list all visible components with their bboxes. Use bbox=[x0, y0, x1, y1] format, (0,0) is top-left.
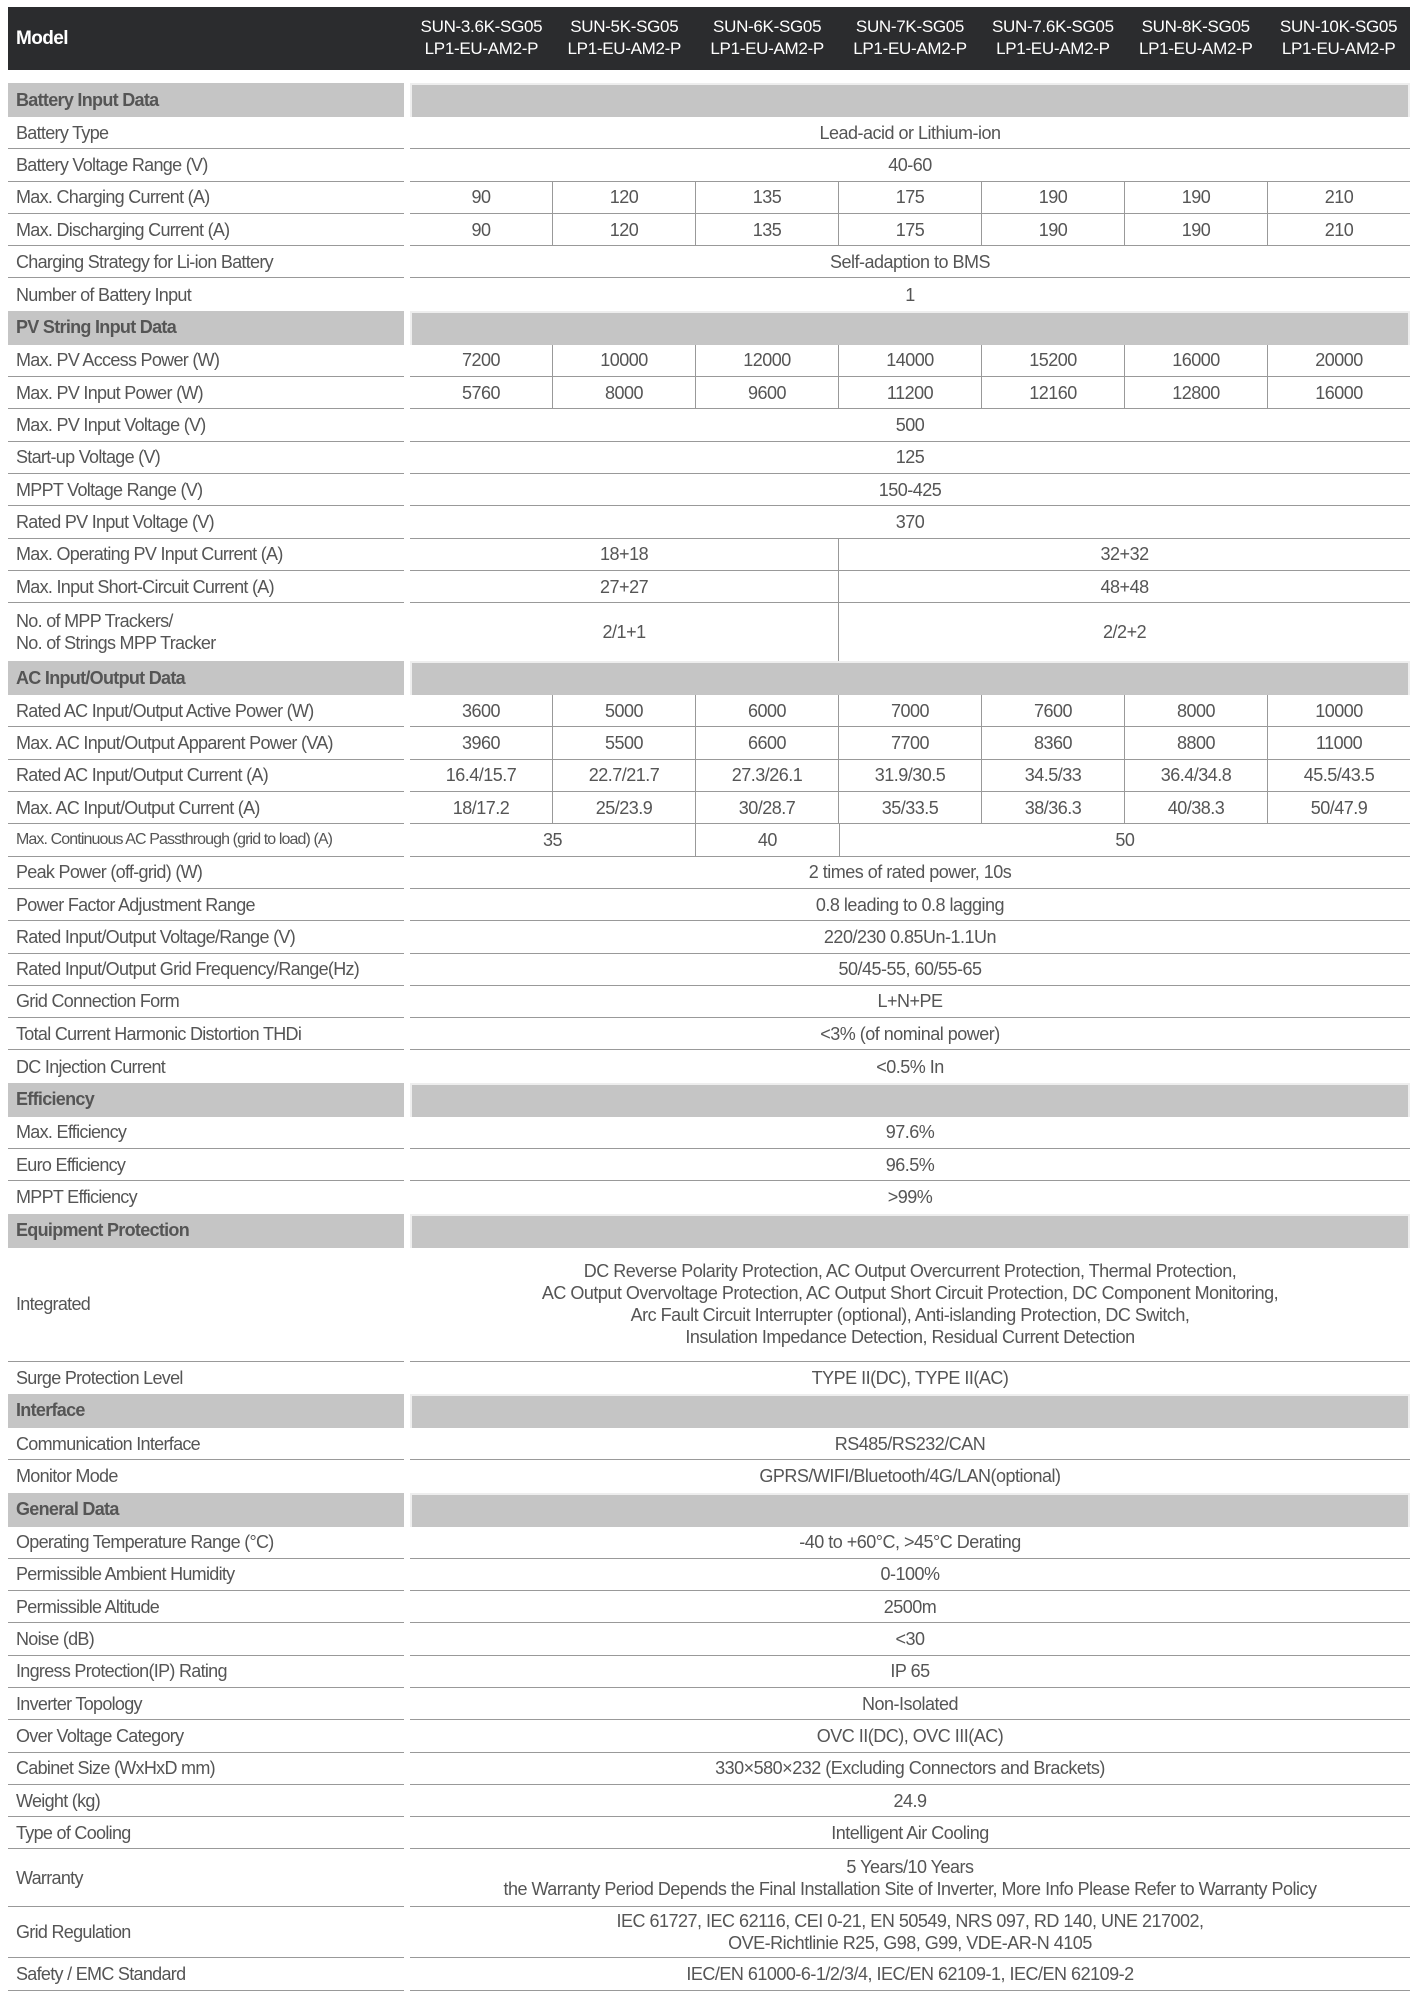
row-values bbox=[410, 1050, 1410, 1082]
value-cell: 210 bbox=[1267, 214, 1410, 245]
section-header bbox=[8, 661, 1410, 695]
value-cell: 50/45-55, 60/55-65 bbox=[838, 959, 982, 980]
row-label: Max. PV Input Voltage (V) bbox=[8, 409, 404, 441]
value-cell: 210 bbox=[1267, 182, 1410, 213]
row-values bbox=[410, 1362, 1410, 1394]
row-values bbox=[410, 474, 1410, 506]
row-label: Safety / EMC Standard bbox=[8, 1958, 404, 1990]
table-row bbox=[8, 1958, 1410, 1990]
value-cell: 135 bbox=[695, 214, 838, 245]
value-cell: 27+27 bbox=[600, 576, 649, 597]
value-cell: 20000 bbox=[1267, 345, 1410, 376]
value-cell: 7700 bbox=[838, 727, 981, 758]
table-row bbox=[8, 506, 1410, 538]
row-values bbox=[410, 1958, 1410, 1990]
value-cell: 2 times of rated power, 10s bbox=[808, 862, 1012, 883]
value-cell: 12800 bbox=[1124, 377, 1267, 408]
section-title: PV String Input Data bbox=[8, 311, 404, 345]
value-cell: 30/28.7 bbox=[695, 792, 838, 823]
row-values bbox=[410, 857, 1410, 889]
value-cell: 11000 bbox=[1267, 727, 1410, 758]
section-header-fill bbox=[410, 661, 1410, 695]
row-label: Operating Temperature Range (°C) bbox=[8, 1527, 404, 1559]
table-row bbox=[8, 1753, 1410, 1785]
section-header bbox=[8, 311, 1410, 345]
section-header-fill bbox=[410, 1214, 1410, 1248]
table-row bbox=[8, 1362, 1410, 1394]
row-values bbox=[410, 1018, 1410, 1050]
value-cell: 24.9 bbox=[893, 1790, 927, 1811]
row-values bbox=[410, 1720, 1410, 1752]
value-cell: 8000 bbox=[1124, 695, 1267, 726]
value-cell: 96.5% bbox=[885, 1154, 935, 1175]
value-cell: 40/38.3 bbox=[1124, 792, 1267, 823]
table-row bbox=[8, 1149, 1410, 1181]
table-row bbox=[8, 857, 1410, 889]
table-row bbox=[8, 1907, 1410, 1958]
row-values bbox=[410, 149, 1410, 181]
value-cell: 97.6% bbox=[885, 1122, 935, 1143]
value-cell: 500 bbox=[895, 415, 925, 436]
row-label: Max. Discharging Current (A) bbox=[8, 214, 404, 246]
table-row bbox=[8, 727, 1410, 759]
table-row bbox=[8, 1018, 1410, 1050]
row-values bbox=[410, 377, 1410, 409]
value-cell: 330×580×232 (Excluding Connectors and Brackets) bbox=[715, 1758, 1105, 1779]
row-values bbox=[410, 539, 1410, 571]
section-title: AC Input/Output Data bbox=[8, 661, 404, 695]
row-label: Rated Input/Output Voltage/Range (V) bbox=[8, 921, 404, 953]
value-cell: 16000 bbox=[1267, 377, 1410, 408]
row-values bbox=[410, 824, 1410, 856]
row-label: Warranty bbox=[8, 1849, 404, 1907]
row-label: Surge Protection Level bbox=[16, 1367, 183, 1388]
value-cell: 7000 bbox=[838, 695, 981, 726]
row-values bbox=[410, 409, 1410, 441]
row-label: Max. Charging Current (A) bbox=[8, 182, 404, 214]
row-values bbox=[410, 986, 1410, 1018]
value-cell: 175 bbox=[838, 214, 981, 245]
value-cell: 150-425 bbox=[878, 479, 942, 500]
table-row bbox=[8, 474, 1410, 506]
value-cell: 14000 bbox=[838, 345, 981, 376]
table-row bbox=[8, 1785, 1410, 1817]
section-header-fill bbox=[410, 1394, 1410, 1428]
section-gap bbox=[8, 70, 1410, 83]
value-cell: GPRS/WIFI/Bluetooth/4G/LAN(optional) bbox=[759, 1466, 1061, 1487]
row-values bbox=[410, 1623, 1410, 1655]
model-name-3: SUN-6K-SG05 LP1-EU-AM2-P bbox=[710, 17, 824, 58]
table-row bbox=[8, 182, 1410, 214]
row-label: Max. Input Short-Circuit Current (A) bbox=[8, 571, 404, 603]
row-label: Cabinet Size (WxHxD mm) bbox=[8, 1753, 404, 1785]
section-title: Interface bbox=[8, 1394, 404, 1428]
value-cell: 40 bbox=[695, 824, 839, 855]
value-cell: 6000 bbox=[695, 695, 838, 726]
table-row bbox=[8, 1181, 1410, 1213]
row-values bbox=[410, 792, 1410, 824]
value-cell: 48+48 bbox=[838, 571, 1410, 602]
table-row bbox=[8, 1688, 1410, 1720]
row-values bbox=[410, 571, 1410, 603]
value-cell: Lead-acid or Lithium-ion bbox=[819, 122, 1001, 143]
value-cell: OVC II(DC), OVC III(AC) bbox=[816, 1725, 1004, 1746]
value-cell: 35 bbox=[543, 829, 563, 850]
section-title: General Data bbox=[8, 1493, 404, 1527]
row-label: Start-up Voltage (V) bbox=[8, 442, 404, 474]
model-name-4: SUN-7K-SG05 LP1-EU-AM2-P bbox=[853, 17, 967, 58]
row-values bbox=[410, 1149, 1410, 1181]
row-label: Communication Interface bbox=[8, 1428, 404, 1460]
section-header bbox=[8, 1394, 1410, 1428]
row-label: Total Current Harmonic Distortion THDi bbox=[8, 1018, 404, 1050]
value-cell: 135 bbox=[695, 182, 838, 213]
row-values bbox=[410, 1559, 1410, 1591]
row-values bbox=[410, 921, 1410, 953]
table-row bbox=[8, 1817, 1410, 1849]
table-row bbox=[8, 1117, 1410, 1149]
value-cell: 190 bbox=[1124, 214, 1267, 245]
value-cell: 2500m bbox=[883, 1596, 937, 1617]
table-row bbox=[8, 921, 1410, 953]
value-cell: 175 bbox=[838, 182, 981, 213]
value-cell: 38/36.3 bbox=[981, 792, 1124, 823]
table-body bbox=[8, 70, 1410, 1991]
table-row bbox=[8, 1428, 1410, 1460]
row-label: Power Factor Adjustment Range bbox=[8, 889, 404, 921]
row-values bbox=[410, 1460, 1410, 1492]
value-cell: 8800 bbox=[1124, 727, 1267, 758]
row-label: Rated PV Input Voltage (V) bbox=[8, 506, 404, 538]
value-cell: 50/47.9 bbox=[1267, 792, 1410, 823]
table-row bbox=[8, 117, 1410, 149]
row-label: MPPT Voltage Range (V) bbox=[8, 474, 404, 506]
value-cell: <30 bbox=[895, 1629, 925, 1650]
row-label: Permissible Altitude bbox=[8, 1591, 404, 1623]
row-label: Rated AC Input/Output Active Power (W) bbox=[8, 695, 404, 727]
value-cell: 12160 bbox=[981, 377, 1124, 408]
value-cell: 18+18 bbox=[600, 544, 649, 565]
table-row bbox=[8, 792, 1410, 824]
table-row bbox=[8, 1849, 1410, 1907]
value-cell: 8000 bbox=[552, 377, 695, 408]
value-cell: 1 bbox=[905, 284, 915, 305]
section-header-fill bbox=[410, 1083, 1410, 1117]
table-row bbox=[8, 889, 1410, 921]
table-row bbox=[8, 1623, 1410, 1655]
table-row bbox=[8, 1248, 1410, 1362]
spec-table bbox=[8, 7, 1410, 1991]
row-values bbox=[410, 117, 1410, 149]
row-values bbox=[410, 506, 1410, 538]
row-values bbox=[410, 442, 1410, 474]
value-cell: 36.4/34.8 bbox=[1124, 760, 1267, 791]
row-label: Battery Voltage Range (V) bbox=[8, 149, 404, 181]
section-header-fill bbox=[410, 311, 1410, 345]
table-row bbox=[8, 1050, 1410, 1082]
row-label: Number of Battery Input bbox=[16, 284, 191, 305]
table-row bbox=[8, 603, 1410, 661]
model-name-2: SUN-5K-SG05 LP1-EU-AM2-P bbox=[567, 17, 682, 58]
model-name-5: SUN-7.6K-SG05 LP1-EU-AM2-P bbox=[991, 17, 1114, 58]
table-row bbox=[8, 246, 1410, 278]
table-row bbox=[8, 695, 1410, 727]
row-values bbox=[410, 889, 1410, 921]
value-cell: RS485/RS232/CAN bbox=[834, 1433, 986, 1454]
table-row bbox=[8, 1527, 1410, 1559]
value-cell: 5000 bbox=[552, 695, 695, 726]
row-label: Ingress Protection(IP) Rating bbox=[8, 1656, 404, 1688]
table-row bbox=[8, 345, 1410, 377]
row-label: Integrated bbox=[8, 1248, 404, 1362]
value-cell: 3960 bbox=[461, 733, 501, 754]
section-header bbox=[8, 83, 1410, 117]
value-cell: 10000 bbox=[552, 345, 695, 376]
table-row bbox=[8, 214, 1410, 246]
row-label: Monitor Mode bbox=[16, 1466, 118, 1487]
table-row bbox=[8, 760, 1410, 792]
row-label: Inverter Topology bbox=[8, 1688, 404, 1720]
value-cell: 11200 bbox=[838, 377, 981, 408]
value-cell: 22.7/21.7 bbox=[552, 760, 695, 791]
row-label: Rated AC Input/Output Current (A) bbox=[8, 760, 404, 792]
value-cell: 5760 bbox=[461, 382, 501, 403]
value-cell: <3% (of nominal power) bbox=[820, 1023, 1000, 1044]
value-cell: 3600 bbox=[461, 700, 501, 721]
value-cell: 45.5/43.5 bbox=[1267, 760, 1410, 791]
value-cell: TYPE II(DC), TYPE II(AC) bbox=[811, 1367, 1009, 1388]
value-cell: 6600 bbox=[695, 727, 838, 758]
row-label: Charging Strategy for Li-ion Battery bbox=[8, 246, 404, 278]
value-cell: 370 bbox=[895, 511, 925, 532]
row-label: Euro Efficiency bbox=[8, 1149, 404, 1181]
value-cell: 32+32 bbox=[838, 539, 1410, 570]
row-values bbox=[410, 1428, 1410, 1460]
value-cell: 31.9/30.5 bbox=[838, 760, 981, 791]
row-label: Max. Operating PV Input Current (A) bbox=[8, 539, 404, 571]
value-cell: 7600 bbox=[981, 695, 1124, 726]
row-values bbox=[410, 1849, 1410, 1907]
value-cell: 5500 bbox=[552, 727, 695, 758]
section-title: Equipment Protection bbox=[8, 1214, 404, 1248]
row-values bbox=[410, 603, 1410, 661]
section-title: Efficiency bbox=[8, 1083, 404, 1117]
row-label: Type of Cooling bbox=[8, 1817, 404, 1849]
table-row bbox=[8, 571, 1410, 603]
value-cell: 10000 bbox=[1267, 695, 1410, 726]
row-label: Max. AC Input/Output Current (A) bbox=[8, 792, 404, 824]
value-cell: 125 bbox=[895, 447, 925, 468]
value-cell: 8360 bbox=[981, 727, 1124, 758]
value-cell: 120 bbox=[552, 182, 695, 213]
table-row bbox=[8, 1559, 1410, 1591]
table-row bbox=[8, 278, 1410, 310]
value-cell: 16000 bbox=[1124, 345, 1267, 376]
row-label: DC Injection Current bbox=[16, 1056, 166, 1077]
value-cell: 50 bbox=[839, 824, 1410, 855]
row-values bbox=[410, 1591, 1410, 1623]
value-cell: 9600 bbox=[695, 377, 838, 408]
value-cell: 2/2+2 bbox=[838, 603, 1410, 661]
row-values bbox=[410, 954, 1410, 986]
row-values bbox=[410, 1656, 1410, 1688]
value-cell: 35/33.5 bbox=[838, 792, 981, 823]
section-header bbox=[8, 1493, 1410, 1527]
value-cell: 190 bbox=[981, 214, 1124, 245]
table-row bbox=[8, 986, 1410, 1018]
table-row bbox=[8, 539, 1410, 571]
row-label: Max. AC Input/Output Apparent Power (VA) bbox=[8, 727, 404, 759]
row-values bbox=[410, 1248, 1410, 1362]
value-cell: >99% bbox=[887, 1187, 933, 1208]
value-cell: <0.5% In bbox=[876, 1056, 944, 1077]
value-cell: 27.3/26.1 bbox=[695, 760, 838, 791]
table-row bbox=[8, 442, 1410, 474]
value-cell: Self-adaption to BMS bbox=[829, 251, 991, 272]
row-label: MPPT Efficiency bbox=[16, 1187, 137, 1208]
value-cell: 40-60 bbox=[888, 154, 932, 175]
row-label: Noise (dB) bbox=[8, 1623, 404, 1655]
value-cell: IEC 61727, IEC 62116, CEI 0-21, EN 50549, NRS 097, RD 140, UNE 217002, OVE-Richtlinie R25, G98, G99, VDE-AR-N 4105 bbox=[616, 1911, 1204, 1954]
value-cell: Non-Isolated bbox=[861, 1693, 959, 1714]
value-cell: 15200 bbox=[981, 345, 1124, 376]
table-row bbox=[8, 1591, 1410, 1623]
model-columns bbox=[410, 7, 1410, 70]
row-values bbox=[410, 1181, 1410, 1213]
value-cell: 2/1+1 bbox=[602, 622, 646, 643]
row-label: Rated Input/Output Grid Frequency/Range(Hz) bbox=[8, 954, 404, 986]
row-values bbox=[410, 727, 1410, 759]
row-label: Grid Connection Form bbox=[8, 986, 404, 1018]
value-cell: 190 bbox=[1124, 182, 1267, 213]
row-values bbox=[410, 1688, 1410, 1720]
row-label: Max. PV Access Power (W) bbox=[8, 345, 404, 377]
value-cell: -40 to +60°C, >45°C Derating bbox=[799, 1532, 1021, 1553]
model-name-1: SUN-3.6K-SG05 LP1-EU-AM2-P bbox=[420, 17, 543, 58]
row-values bbox=[410, 278, 1410, 310]
value-cell: 120 bbox=[552, 214, 695, 245]
table-row bbox=[8, 1656, 1410, 1688]
value-cell: 220/230 0.85Un-1.1Un bbox=[823, 926, 997, 947]
row-values bbox=[410, 760, 1410, 792]
value-cell: 34.5/33 bbox=[981, 760, 1124, 791]
value-cell: Intelligent Air Cooling bbox=[831, 1822, 989, 1843]
row-label: Permissible Ambient Humidity bbox=[8, 1559, 404, 1591]
value-cell: DC Reverse Polarity Protection, AC Output Overcurrent Protection, Thermal Protection, AC Output Overvoltage Protection, AC Output Short Circuit Protection, DC Component Monitoring, Arc Fault Circuit Interrupter (optional), Anti-islanding Protection, DC Switch, Insulation Impedance Detection, Residual Current Detection bbox=[541, 1261, 1279, 1348]
row-label: Weight (kg) bbox=[8, 1785, 404, 1817]
row-values bbox=[410, 1117, 1410, 1149]
value-cell: IEC/EN 61000-6-1/2/3/4, IEC/EN 62109-1, IEC/EN 62109-2 bbox=[686, 1964, 1134, 1985]
row-label: No. of MPP Trackers/ No. of Strings MPP Tracker bbox=[16, 611, 216, 654]
value-cell: IP 65 bbox=[890, 1661, 930, 1682]
value-cell: 190 bbox=[981, 182, 1124, 213]
row-values bbox=[410, 1753, 1410, 1785]
value-cell: 5 Years/10 Years the Warranty Period Depends the Final Installation Site of Inverter, More Info Please Refer to Warranty Policy bbox=[503, 1856, 1317, 1899]
row-values bbox=[410, 345, 1410, 377]
row-label: Grid Regulation bbox=[8, 1907, 404, 1958]
value-cell: 12000 bbox=[695, 345, 838, 376]
model-name-6: SUN-8K-SG05 LP1-EU-AM2-P bbox=[1138, 17, 1253, 58]
row-values bbox=[410, 695, 1410, 727]
value-cell: 90 bbox=[471, 219, 491, 240]
row-values bbox=[410, 1527, 1410, 1559]
row-values bbox=[410, 1785, 1410, 1817]
value-cell: 16.4/15.7 bbox=[445, 765, 517, 786]
table-row bbox=[8, 1460, 1410, 1492]
table-row bbox=[8, 954, 1410, 986]
table-row bbox=[8, 409, 1410, 441]
row-values bbox=[410, 1907, 1410, 1958]
section-header bbox=[8, 1214, 1410, 1248]
row-label: Over Voltage Category bbox=[8, 1720, 404, 1752]
section-header bbox=[8, 1083, 1410, 1117]
section-header-fill bbox=[410, 1493, 1410, 1527]
table-row bbox=[8, 149, 1410, 181]
value-cell: 90 bbox=[471, 187, 491, 208]
model-header-label: Model bbox=[16, 28, 68, 49]
row-values bbox=[410, 246, 1410, 278]
value-cell: 18/17.2 bbox=[452, 797, 510, 818]
table-row bbox=[8, 1720, 1410, 1752]
row-label: Peak Power (off-grid) (W) bbox=[8, 857, 404, 889]
row-label: Battery Type bbox=[8, 117, 404, 149]
row-label: Max. Continuous AC Passthrough (grid to load) (A) bbox=[8, 824, 404, 856]
value-cell: 25/23.9 bbox=[552, 792, 695, 823]
table-row bbox=[8, 824, 1410, 856]
row-label: Max. Efficiency bbox=[8, 1117, 404, 1149]
value-cell: L+N+PE bbox=[877, 991, 943, 1012]
table-row bbox=[8, 377, 1410, 409]
model-name-7: SUN-10K-SG05 LP1-EU-AM2-P bbox=[1279, 17, 1398, 58]
row-values bbox=[410, 214, 1410, 246]
row-values bbox=[410, 182, 1410, 214]
value-cell: 0-100% bbox=[880, 1564, 940, 1585]
value-cell: 0.8 leading to 0.8 lagging bbox=[815, 894, 1005, 915]
table-header bbox=[8, 7, 1410, 70]
row-label: Max. PV Input Power (W) bbox=[8, 377, 404, 409]
row-values bbox=[410, 1817, 1410, 1849]
value-cell: 7200 bbox=[461, 350, 501, 371]
section-header-fill bbox=[410, 83, 1410, 117]
section-title: Battery Input Data bbox=[8, 83, 404, 117]
